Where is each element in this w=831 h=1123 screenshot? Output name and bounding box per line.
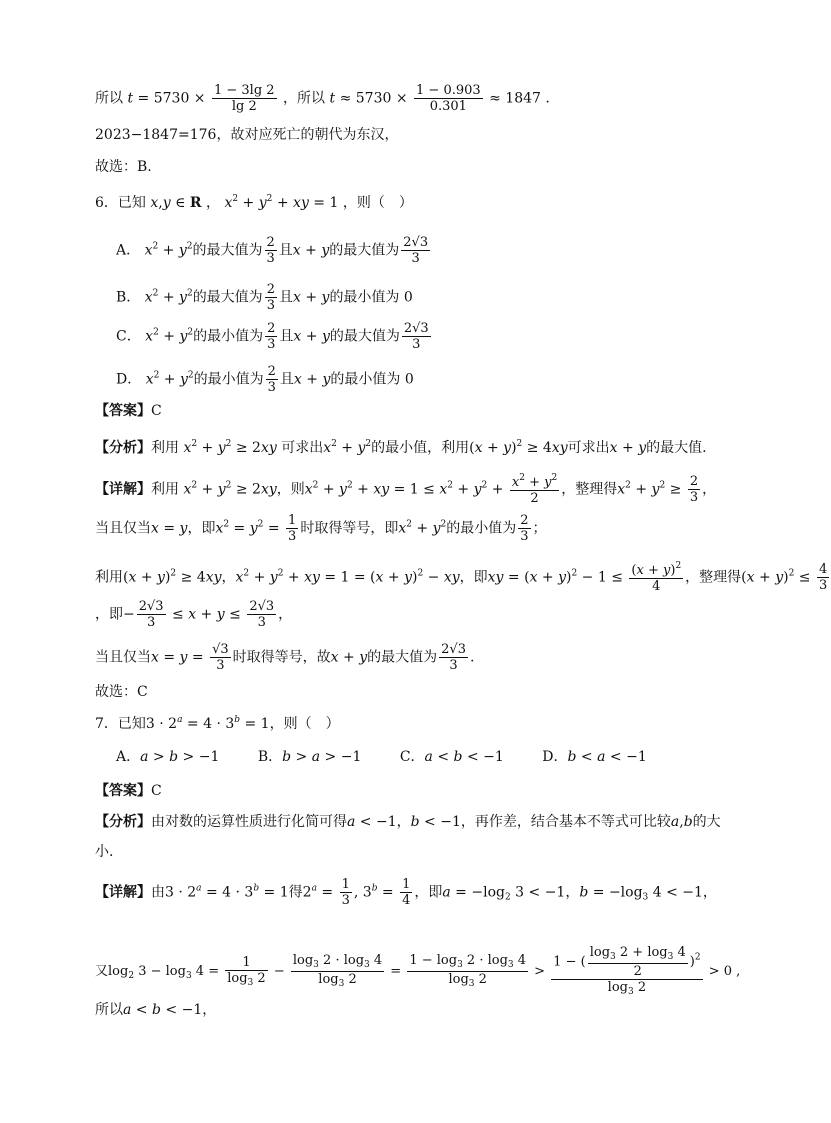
text: 由 <box>151 884 165 901</box>
q6-option-c[interactable]: C． $x^2 + y^2$的最小值为 $\frac{2}{3}$ 且x + y的最大值为 $\frac{2√3}{3}$ <box>116 321 429 352</box>
text: 的最大值. <box>646 440 707 456</box>
text: ； <box>532 520 547 537</box>
label: B． <box>116 289 141 306</box>
q6-detail: 【详解】利用 $x^2 + y^2 \ge 2xy$，则$x^2 + y^2$ + xy = $1 \le x^2 + y^2$ + $\frac{x^2 + y^2}{2}$ ，整理得$x^2 + y^2$ ≥ $\frac{2}{3}$ ， <box>95 473 717 506</box>
q6-answer <box>95 404 162 418</box>
text: 的最小值为 <box>330 371 401 388</box>
text: 时取得等号，故 <box>232 649 331 666</box>
text: ，则（ ） <box>342 195 413 211</box>
text: 的最大值为 <box>192 242 263 259</box>
fraction: $\frac{\log_3 2 \cdot \log_3 4}{\log_3 2}$ <box>292 953 383 989</box>
text: ，所以 <box>283 90 326 107</box>
q6-option-b[interactable]: B． $x^2 + y^2$的最大值为 $\frac{2}{3}$ 且x + y的最小值为 0 <box>116 282 413 313</box>
text: 可求出 <box>567 440 610 456</box>
q7-detail: 【详解】由$3 \cdot 2^a = 4 \cdot 3^b = 1$得$2^a$ = $\frac{1}{3}$ , $3^b$ = $\frac{1}{4}$ ，即$a = -\log_2$ 3 < −1，$b = -\log_3$ 4 < −1， <box>95 877 717 908</box>
text: ， <box>221 569 236 586</box>
text: 且 <box>278 242 293 259</box>
text: 由对数的运算性质进行化简可得 <box>151 814 347 830</box>
text: 6．已知 <box>95 195 146 211</box>
text: ， <box>565 884 580 901</box>
text: ，再作差，结合基本不等式可比较 <box>460 814 671 830</box>
fraction: $\frac{2}{3}$ <box>520 513 529 544</box>
text: ， <box>702 481 717 498</box>
label: B． <box>257 749 283 765</box>
fraction: 1 − ( $\frac{\log_3 2 + \log_3 4}{2}$ )$^2$ $\log_3 2$ <box>553 945 701 997</box>
q5-line-2: 2023−1847=176，故对应死亡的朝代为东汉， <box>95 127 399 143</box>
fraction: $\frac{√3}{3}$ <box>212 642 229 673</box>
fraction: $\frac{1}{3}$ <box>341 877 350 908</box>
analysis-tag: 【分析】 <box>95 440 151 456</box>
detail-tag: 【详解】 <box>95 884 151 901</box>
analysis-tag: 【分析】 <box>95 814 151 830</box>
text: ， <box>278 606 293 623</box>
text: 的最大值为 <box>367 649 438 666</box>
q7-option-d[interactable]: D．b < a < −1 <box>542 749 647 765</box>
label: D． <box>542 749 568 765</box>
answer-tag: 【答案】 <box>95 783 151 799</box>
q7-conclusion: 所以a < b < −1， <box>95 1002 217 1018</box>
q6-range: ，即− $\frac{2√3}{3}$ ≤ x + y ≤ $\frac{2√3}{3}$ ， <box>95 599 293 630</box>
q7-analysis-end: 小. <box>95 844 114 860</box>
fraction: $\frac{2}{3}$ <box>266 282 275 313</box>
text: 的最大值为 <box>329 242 400 259</box>
q7-answer <box>95 784 162 798</box>
detail-tag: 【详解】 <box>95 481 151 498</box>
answer-value: C <box>151 783 162 799</box>
q5-line-1: 所以 t = 5730 × $\frac{1 - 3\lg 2}{\lg 2}$ ，所以 t ≈ 5730 × $\frac{1 - 0.903}{0.301}$ ≈ 1847 . <box>95 83 550 114</box>
q6-select: 故选：C <box>95 684 148 700</box>
fraction: $\frac{1 - \log_3 2 \cdot \log_3 4}{\log_3 2}$ <box>409 953 527 989</box>
text: 利用 <box>151 440 179 456</box>
fraction: $\frac{1 - 0.903}{0.301}$ <box>416 83 481 114</box>
fraction: $\frac{(x + y)^2}{4}$ <box>631 561 682 594</box>
q6-option-d[interactable]: D． $x^2 + y^2$的最小值为 $\frac{2}{3}$ 且x + y的最小值为 0 <box>116 364 414 395</box>
q7-option-b[interactable]: B．b > a > −1 <box>257 749 362 765</box>
text: 的最大值为 <box>329 328 400 345</box>
text: 所以 <box>95 90 123 107</box>
q6-use-line: 利用$(x + y)^2 \ge 4xy$，$x^2 + y^2$ + xy = $1 = (x + y)^2$ − xy，即xy = $(x + y)^2 - 1$ ≤ $\frac{(x + y)^2}{4}$ ，整理得$(x + y)^2$ ≤ $\frac{4}{3}$ <box>95 561 828 594</box>
label: A． <box>116 242 141 259</box>
q6-analysis: 【分析】利用 $x^2 + y^2 \ge 2xy$ 可求出$x^2 + y^2$的最小值，利用$(x + y)^2 \ge 4xy$可求出x + y的最大值. <box>95 439 707 456</box>
q5-answer-select: 故选：B. <box>95 159 152 175</box>
text: 的最小值为 <box>193 371 264 388</box>
text: ，即 <box>414 884 443 901</box>
text: 利用 <box>95 569 123 586</box>
q6-equality-1: 当且仅当x = y，即$x^2 = y^2$ = $\frac{1}{3}$ 时取得等号，即$x^2 + y^2$的最小值为 $\frac{2}{3}$ ； <box>95 513 547 544</box>
q7-option-a[interactable]: A．a > b > −1 <box>116 749 220 765</box>
text: ，整理得 <box>561 481 618 498</box>
text: 0 <box>403 289 413 306</box>
fraction: $\frac{2}{3}$ <box>267 364 276 395</box>
answer-tag: 【答案】 <box>95 403 151 419</box>
text: 得 <box>288 884 303 901</box>
label: D． <box>116 371 142 388</box>
text: 可求出 <box>281 440 324 456</box>
q7-option-c[interactable]: C．a < b < −1 <box>399 749 504 765</box>
text: ， <box>202 1002 217 1018</box>
text: ，即 <box>95 606 123 623</box>
label: A． <box>116 749 141 765</box>
text: ，即 <box>459 569 488 586</box>
text: 所以 <box>95 1002 123 1018</box>
fraction: $\frac{2√3}{3}$ <box>403 235 429 266</box>
text: 0 <box>404 371 414 388</box>
text: 的最小值为 <box>446 520 517 537</box>
text: ， <box>206 195 221 211</box>
fraction: $\frac{2}{3}$ <box>266 235 275 266</box>
q7-stem: 7．已知$3 \cdot 2^a = 4 \cdot 3^b = 1$，则（ ） <box>95 715 340 732</box>
text: 时取得等号，即 <box>300 520 399 537</box>
q7-comparison: 又$\log_2 3 - \log_3 4$ = $\frac{1}{\log_3 2}$ − $\frac{\log_3 2 \cdot \log_3 4}{\log_3 2}$ = $\frac{1 - \log_3 2 \cdot \log_3 4}{\log_3 2}$ > 1 − ( $\frac{\log_3 2 + \log_3 4}{2}$ )$^2$ $\log_3 2$ > 0 , <box>95 945 741 997</box>
text: 的最小值为 <box>193 328 264 345</box>
fraction: $\frac{1}{3}$ <box>288 513 297 544</box>
text: 的最大值为 <box>192 289 263 306</box>
fraction: $\frac{1 - 3\lg 2}{\lg 2}$ <box>213 83 275 114</box>
text: ，即 <box>187 520 216 537</box>
fraction: $\frac{2√3}{3}$ <box>249 599 275 630</box>
text: 且 <box>278 289 293 306</box>
text: ， <box>396 814 411 830</box>
text: 当且仅当 <box>95 649 151 666</box>
text: ， <box>702 884 717 901</box>
text: 的最小值，利用 <box>371 440 470 456</box>
text: 7．已知 <box>95 716 146 732</box>
q6-stem: 6．已知 x,y ∈ R ， $x^2 + y^2$ + xy = 1 ，则（ ） <box>95 194 413 211</box>
fraction: $\frac{4}{3}$ <box>818 562 828 593</box>
fraction: $\frac{2√3}{3}$ <box>441 642 466 673</box>
text: ，则（ ） <box>269 716 340 732</box>
fraction: $\frac{\log_3 2 + \log_3 4}{2}$ <box>589 945 686 979</box>
fraction: $\frac{x^2 + y^2}{2}$ <box>511 473 558 506</box>
text: 的大 <box>692 814 721 830</box>
text: ，则 <box>276 481 305 498</box>
q6-option-a[interactable]: A． $x^2 + y^2$的最大值为 $\frac{2}{3}$ 且x + y的最大值为 $\frac{2√3}{3}$ <box>116 235 429 266</box>
text: 的最小值为 <box>329 289 400 306</box>
text: 当且仅当 <box>95 520 151 537</box>
q6-equality-2: 当且仅当x = y = $\frac{√3}{3}$ 时取得等号，故x + y的最大值为 $\frac{2√3}{3}$ . <box>95 642 475 673</box>
text: 利用 <box>151 481 179 498</box>
label: C． <box>116 328 141 345</box>
q7-options <box>116 750 647 764</box>
text: 且 <box>279 371 294 388</box>
fraction: $\frac{2}{3}$ <box>267 321 276 352</box>
fraction: $\frac{1}{4}$ <box>402 877 411 908</box>
q7-analysis: 【分析】由对数的运算性质进行化简可得a < −1，b < −1，再作差，结合基本不等式可比较a,b的大 <box>95 814 721 830</box>
text: ，整理得 <box>685 569 742 586</box>
text: 又 <box>95 964 109 979</box>
fraction: $\frac{2√3}{3}$ <box>138 599 164 630</box>
fraction: $\frac{2}{3}$ <box>689 474 699 505</box>
text: 且 <box>279 328 294 345</box>
fraction: $\frac{1}{\log_3 2}$ <box>227 954 266 988</box>
label: C． <box>399 749 425 765</box>
answer-value: C <box>151 403 162 419</box>
fraction: $\frac{2√3}{3}$ <box>403 321 429 352</box>
